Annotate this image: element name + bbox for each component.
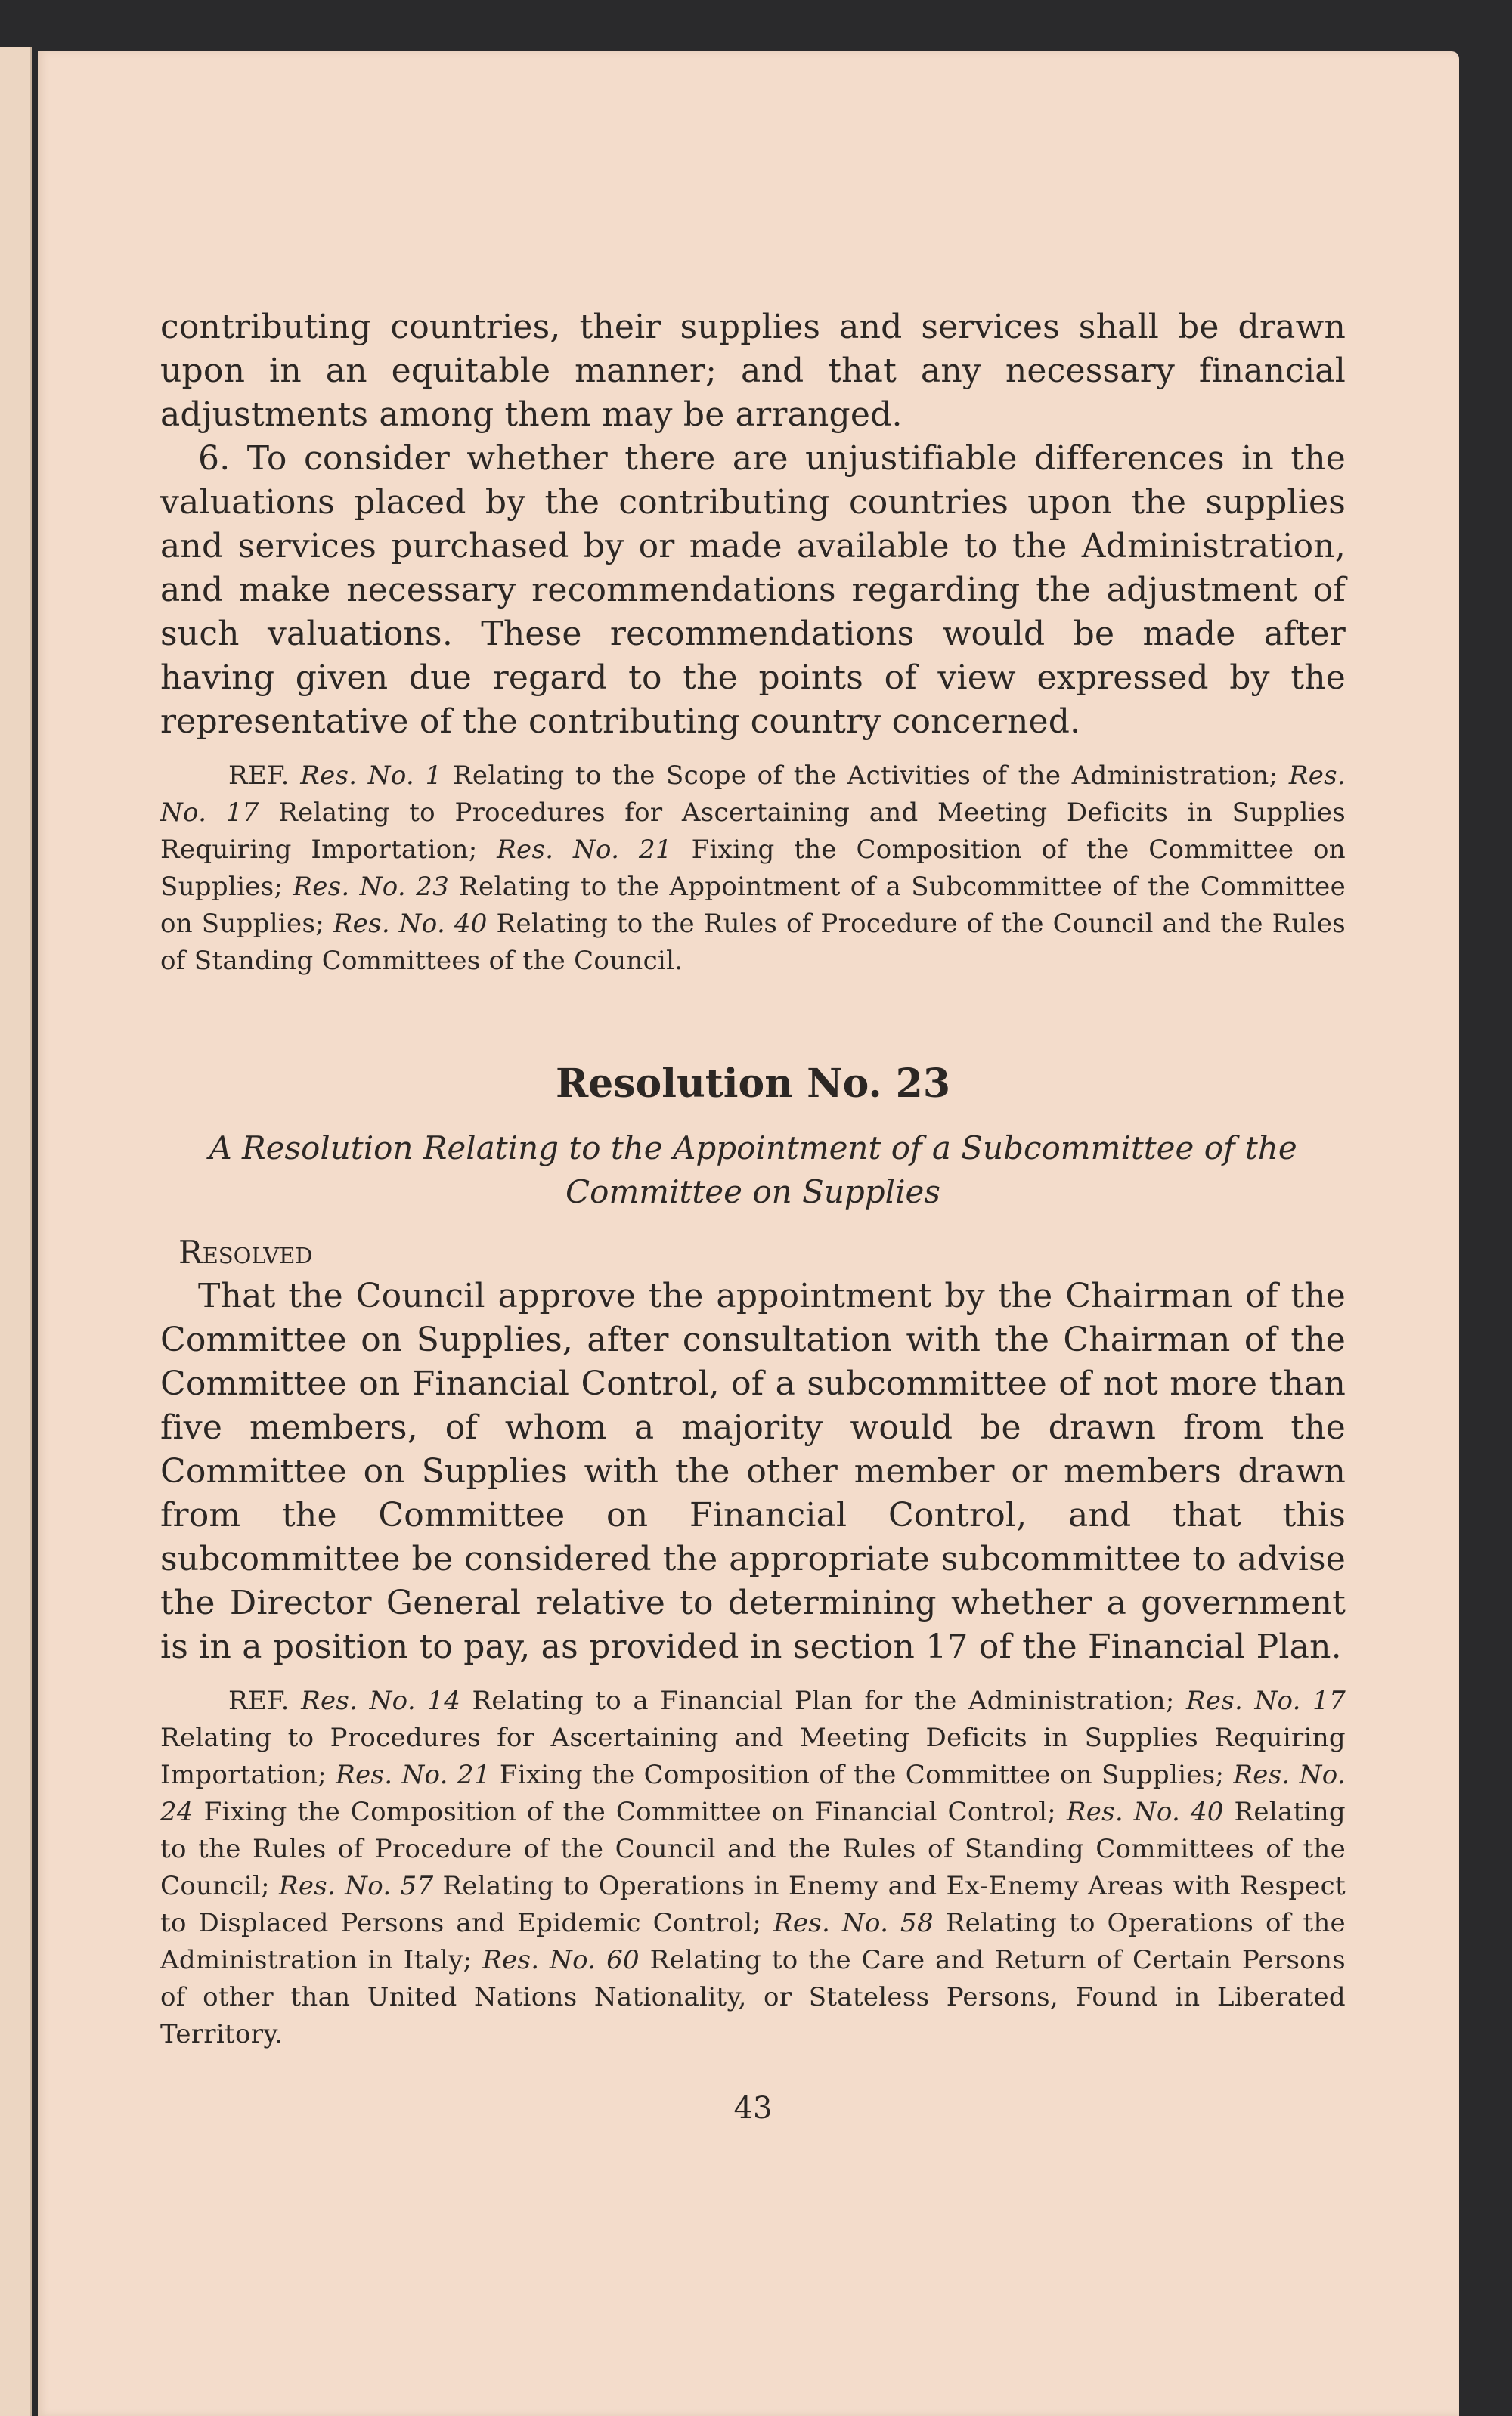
ref-text: Relating to the Rules of Procedure of the Council and the Rules of Standing Committees of the Council. [160,909,1346,976]
ref-text: Relating to the Scope of the Activities of the Administration; [442,760,1289,791]
ref-text: Fixing the Composition of the Committee on Supplies; [490,1760,1234,1790]
ref-res-number: Res. No. 58 [773,1908,934,1938]
continuation-paragraph: contributing countries, their supplies and services shall be drawn upon in an equitable manner; and that any necessary financial adjustments among them may be arranged. [160,308,1346,434]
ref-res-number: Res. No. 60 [482,1945,640,1975]
resolution-title: Resolution No. 23 [555,1061,951,1107]
ref-text: Fixing the Composition of the Committee on Financial Control; [193,1797,1067,1827]
resolution-subtitle: A Resolution Relating to the Appointment of a Subcommittee of the Committee on Supplies [209,1129,1297,1210]
ref-text: Fixing the Composition of the Committee on Supplies; [160,835,1346,902]
book-page [38,51,1459,2416]
ref-res-number: Res. No. 21 [497,835,672,865]
ref-res-number: Res. No. 14 [301,1686,461,1716]
resolved-label: Resolved [178,1234,313,1271]
ref-block-1 [160,757,1346,980]
ref-res-number: Res. No. 1 [300,760,442,791]
ref-label: REF. [228,760,290,791]
ref-res-number: Res. No. 24 [160,1760,1346,1827]
facing-page-edge [0,47,32,2416]
ref-text: Relating to Operations in Enemy and Ex-Enemy Areas with Respect to Displaced Persons and Epidemic Control; [160,1871,1346,1938]
ref-block-2 [160,1683,1346,2053]
page-number: 43 [733,2091,773,2126]
ref-text: Relating to Procedures for Ascertaining and Meeting Deficits in Supplies Requiring Importation; [160,1723,1346,1790]
ref-res-number: Res. No. 57 [278,1871,434,1901]
item-6-paragraph: 6. To consider whether there are unjustifiable differences in the valuations placed by the contributing countries upon the supplies and services purchased by or made available to the Administration, and make necessary recommendations regarding the adjustment of such valuations. These recommendations would be made after having given due regard to the points of view expressed by the representative of the contributing country concerned. [160,439,1346,741]
ref-res-number: Res. No. 21 [336,1760,491,1790]
ref-res-number: Res. No. 23 [293,872,450,902]
ref-label: REF. [228,1686,290,1716]
ref-text: Relating to Operations of the Administration in Italy; [160,1908,1346,1975]
ref-text: Relating to the Care and Return of Certain Persons of other than United Nations Nationality, or Stateless Persons, Found in Liberated Territory. [160,1945,1346,2049]
ref-text: Relating to a Financial Plan for the Administration; [460,1686,1186,1716]
ref-text: Relating to Procedures for Ascertaining and Meeting Deficits in Supplies Requiring Importation; [160,798,1346,865]
page-content [160,305,1346,2126]
ref-res-number: Res. No. 17 [160,760,1346,828]
ref-text: Relating to the Rules of Procedure of the Council and the Rules of Standing Committees of the Council; [160,1797,1346,1901]
ref-res-number: Res. No. 40 [333,909,488,939]
ref-res-number: Res. No. 17 [1185,1686,1346,1716]
ref-res-number: Res. No. 40 [1066,1797,1224,1827]
ref-text: Relating to the Appointment of a Subcommittee of the Committee on Supplies; [160,872,1346,939]
resolution-body: That the Council approve the appointment by the Chairman of the Committee on Supplies, after consultation with the Chairman of the Committee on Financial Control, of a subcommittee of not more than five members, of whom a majority would be drawn from the Committee on Supplies with the other member or members drawn from the Committee on Financial Control, and that this subcommittee be considered the appropriate subcommittee to advise the Director General relative to determining whether a government is in a position to pay, as provided in section 17 of the Financial Plan. [160,1277,1346,1666]
